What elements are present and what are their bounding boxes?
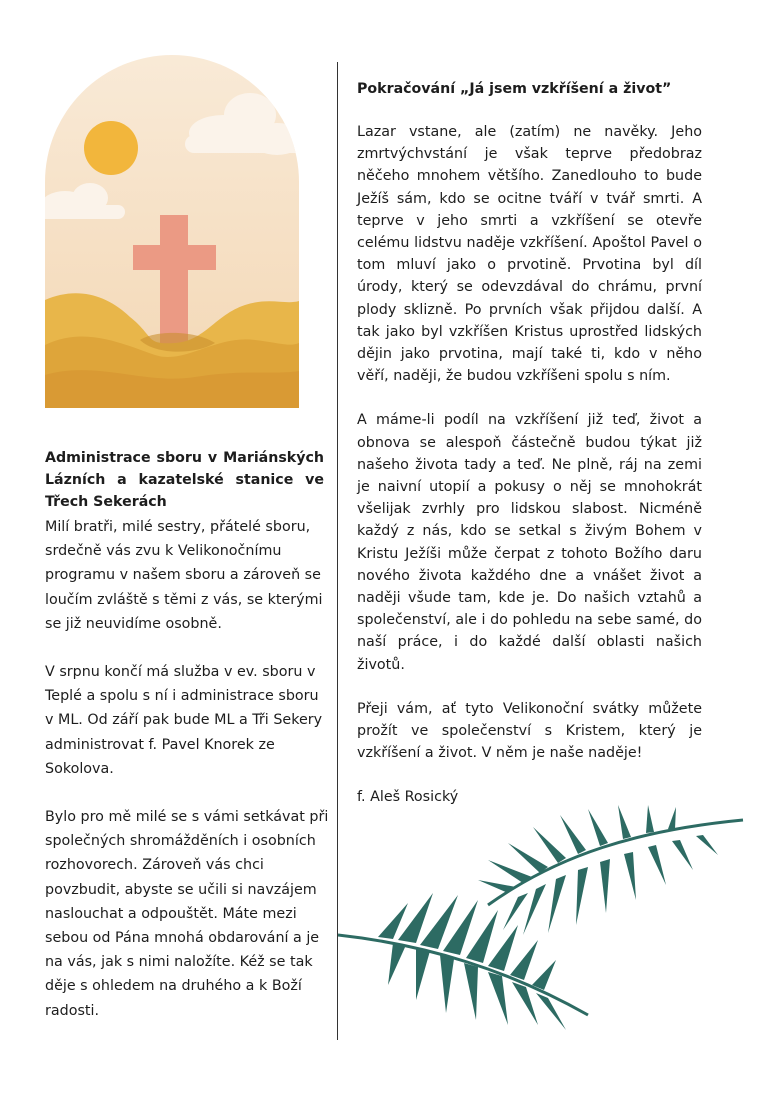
right-paragraph: A máme-li podíl na vzkříšení již teď, život a obnova se alespoň částečně budou týkat již našeho života tady a teď. Ne plně, ráj na zemi je naivní utopií a pokusy o něj se mnohokrát všelijak zvrhly pro lidskou slabost. Nicméně každý z nás, kdo se setkal s živým Bohem v Kristu Ježíši může čerpat z tohoto Božího daru nového života každého dne a vnášet život a naději všude tam, kde je. Do našich vztahů a společenství, ale i do pohledu na sebe samé, do naší práce, i do každé další oblasti našich životů. xyxy=(357,412,702,673)
right-paragraph: Přeji vám, ať tyto Velikonoční svátky můžete prožít ve společenství s Kristem, který je vzkříšení a život. V něm je naše naděje! xyxy=(357,700,702,762)
left-paragraph: Milí bratři, milé sestry, přátelé sboru, srdečně vás zvu k Velikonočnímu programu v našem sboru a zároveň se loučím zvláště s těmi z vás, se kterými se již neuvidíme osobně. xyxy=(45,519,323,632)
right-heading: Pokračování „Já jsem vzkříšení a život” xyxy=(357,81,672,97)
signature: f. Aleš Rosický xyxy=(357,789,459,806)
cross-sunrise-icon xyxy=(45,55,299,408)
right-body xyxy=(357,121,702,831)
right-paragraph: Lazar vstane, ale (zatím) ne navěky. Jeho zmrtvýchvstání je však teprve předobraz něčeho mnohem většího. Zanedlouho to bude Ježíš sám, kdo se ocitne tváří v tvář smrti. A teprve v jeho smrti a vzkříšení se otevře celému lidstvu naděje vzkříšení. Apoštol Pavel o tom mluví jako o prvotině. Prvotina byl díl úrody, který se odevzdával do chrámu, první plody sklizně. Po prvních však přijdou další. A tak jako byl vzkříšen Kristus uprostřed lidských dějin jako prvotina, mají také ti, kdo v něho věří, naději, že budou vzkříšeni spolu s ním. xyxy=(357,124,702,385)
left-heading: Administrace sboru v Mariánských Lázních a kazatelské stanice ve Třech Sekerách xyxy=(45,450,324,510)
left-paragraph: Bylo pro mě milé se s vámi setkávat při společných shromážděních i osobních rozhovorech. Zároveň vás chci povzbudit, abyste se učili si navzájem naslouchat a odpouštět. Máte mezi sebou od Pána mnohá obdarování a je na vás, jak s nimi naložíte. Kéž se tak děje s ohledem na druhého a k Boží radosti. xyxy=(45,809,329,1019)
palm-leaves-icon xyxy=(338,785,748,1050)
left-paragraph: V srpnu končí má služba v ev. sboru v Teplé a spolu s ní i administrace sboru v ML. Od září pak bude ML a Tři Sekery administrovat f. Pavel Knorek ze Sokolova. xyxy=(45,664,323,777)
left-body xyxy=(45,515,331,1047)
